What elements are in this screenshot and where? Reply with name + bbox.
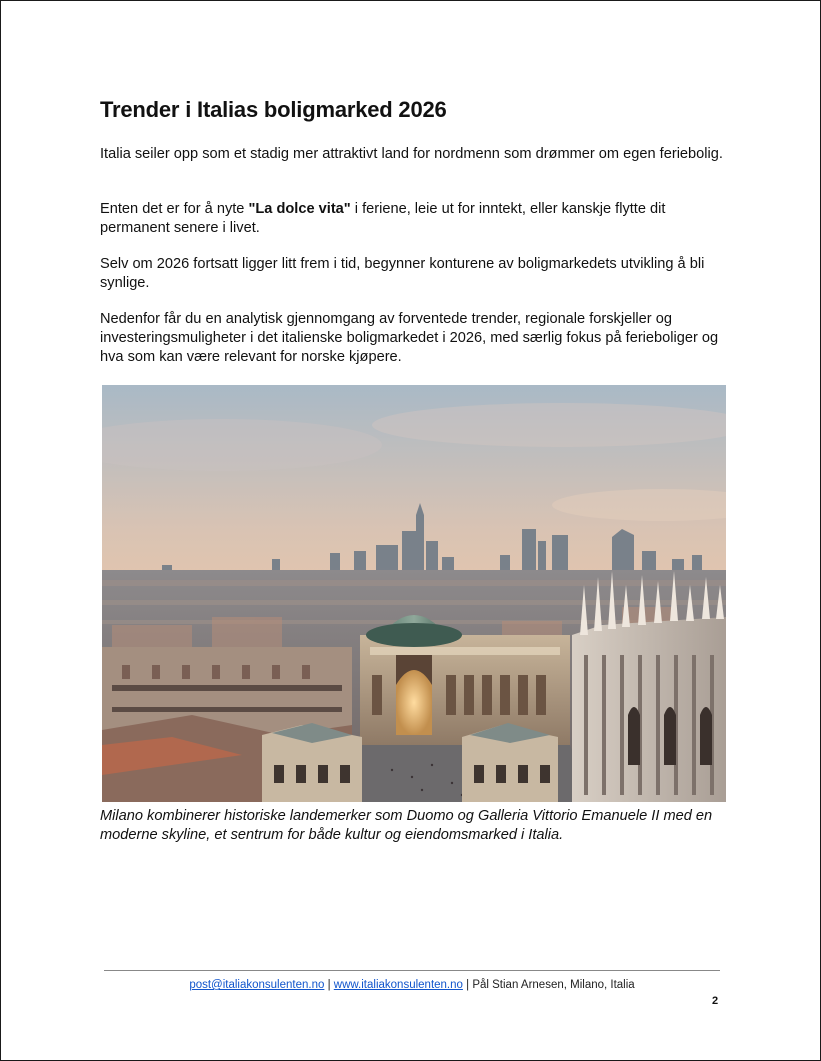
footer-separator: |: [462, 979, 473, 991]
photo-caption: Milano kombinerer historiske landemerker som Duomo og Galleria Vittorio Emanuele II med en moderne skyline, et sentrum for både kultur og eiendomsmarked i Italia.: [100, 808, 713, 843]
outlook-paragraph: Selv om 2026 fortsatt ligger litt frem i tid, begynner konturene av boligmarkedets utvikling å bli synlige.: [100, 256, 705, 291]
page-title: Trender i Italias boligmarked 2026: [100, 97, 447, 122]
paragraph-text-end: i feriene, leie ut for inntekt, eller kanskje flytte dit permanent senere i livet.: [100, 201, 666, 236]
footer-email-link[interactable]: post@italiakonsulenten.no: [189, 979, 325, 991]
footer-author-location: Pål Stian Arnesen, Milano, Italia: [472, 979, 635, 991]
overview-paragraph: Nedenfor får du en analytisk gjennomgang av forventede trender, regionale forskjeller og investeringsmuligheter i det italienske boligmarkedet i 2026, med særlig fokus på ferieboliger og hva som kan være relevant for norske kjøpere.: [100, 311, 719, 365]
footer-divider: [104, 970, 720, 971]
footer-separator: |: [324, 979, 334, 991]
intro-paragraph: Italia seiler opp som et stadig mer attraktivt land for nordmenn som drømmer om egen feriebolig.: [100, 146, 723, 162]
milan-skyline-photo: [102, 385, 726, 802]
dolce-vita-paragraph: [100, 200, 730, 238]
footer-website-link[interactable]: www.italiakonsulenten.no: [333, 979, 463, 991]
footer: [104, 979, 720, 991]
dolce-vita-emphasis: "La dolce vita": [248, 201, 351, 217]
paragraph-text-start: Enten det er for å nyte: [100, 201, 249, 217]
page-number: 2: [712, 995, 719, 1007]
